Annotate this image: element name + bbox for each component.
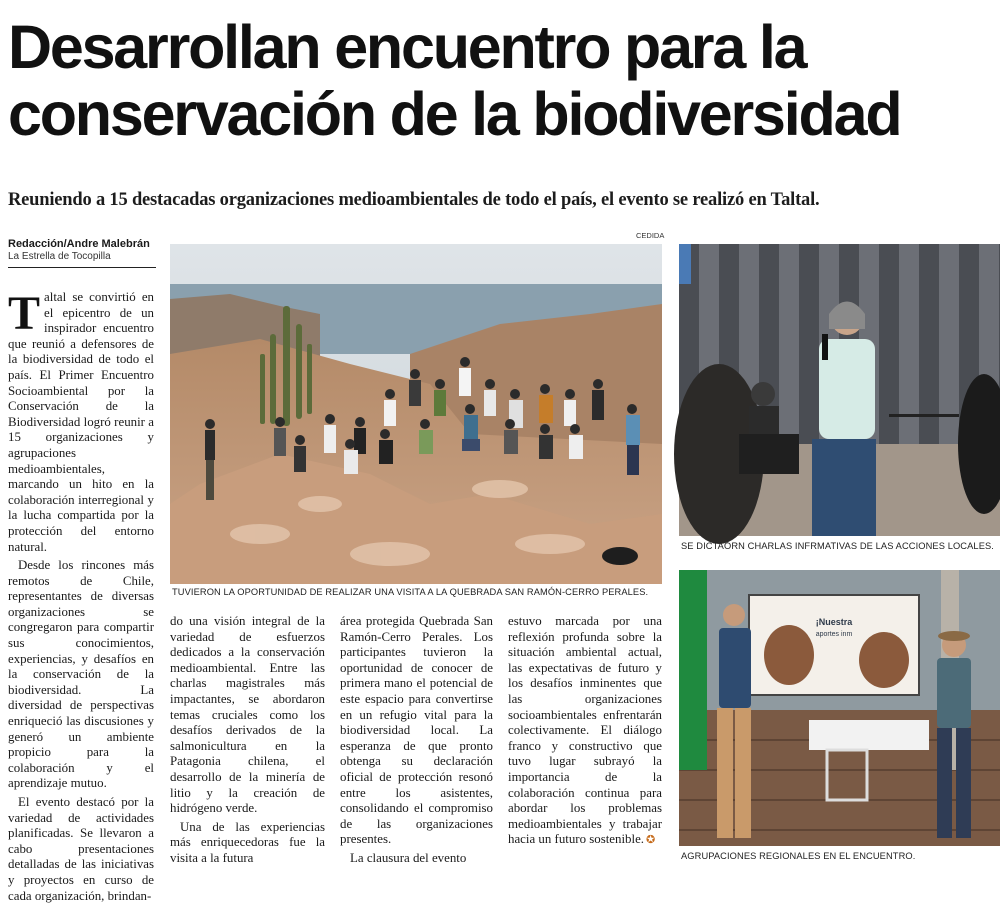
banner-line-2: aportes inm [815, 631, 853, 638]
article-column-3 [340, 614, 493, 870]
drop-cap: T [8, 287, 41, 340]
paragraph-text: altal se convirtió en el epicentro de un inspirador encuentro que reunió a defensores de la biodiversidad de todo el país. El Primer Encuentro Socioambiental por la Conservación de la Biodiversidad logró reunir a 15 organizaciones y agrupaciones medioambientales, marcando un hito en la colaboración interregional y la lucha compartida por la protección del entorno natural. [8, 290, 154, 554]
organizations-photo [679, 570, 1000, 846]
headline [8, 14, 998, 148]
microphone-icon [822, 334, 828, 360]
paragraph [508, 614, 662, 849]
paragraph [8, 287, 154, 555]
banner-line-1: ¡Nuestra [815, 617, 853, 627]
headline-line-1: Desarrollan encuentro para la [8, 13, 806, 81]
paragraph: Desde los rincones más remotos de Chile, representantes de diversas organizaciones se congregaron para compartir sus conocimientos, experiencias, y desafíos en la conservación de la biodiversidad. La diversidad de perspectivas enriqueció las discusiones y generó un ambiente propicio para la colaboración y el aprendizaje mutuo. [8, 558, 154, 791]
main-photo-caption: TUVIERON LA OPORTUNIDAD DE REALIZAR UNA VISITA A LA QUEBRADA SAN RAMÓN-CERRO PERALES. [172, 587, 649, 597]
end-mark-icon: ✪ [646, 834, 656, 847]
article-column-2 [170, 614, 325, 870]
organizations-photo-illustration [679, 570, 1000, 846]
speaker-photo-illustration [679, 244, 1000, 536]
byline-publication: La Estrella de Tocopilla [8, 251, 111, 262]
paragraph: El evento destacó por la variedad de actividades planificadas. Se llevaron a cabo presentaciones detalladas de las iniciativas y proyectos en curso de cada organización, brindan- [8, 795, 154, 903]
speaker-photo [679, 244, 1000, 536]
article-column-1 [8, 287, 154, 907]
group-photo-illustration [170, 244, 662, 584]
group-photo-quebrada [170, 244, 662, 584]
paragraph: do una visión integral de la variedad de esfuerzos dedicados a la conservación medioambiental. Entre las charlas magistrales más impactantes, se abordaron temas cruciales como los desafíos derivados de la salmonicultura en la Patagonia chilena, el desarrollo de la minería de litio y la creación de hidrógeno verde. [170, 614, 325, 816]
byline [8, 238, 156, 268]
article-column-4 [508, 614, 662, 852]
byline-rule [8, 267, 156, 268]
paragraph: La clausura del evento [350, 850, 467, 865]
paragraph: Una de las experiencias más enriquecedoras fue la visita a la futura [170, 819, 325, 865]
organizations-photo-caption: AGRUPACIONES REGIONALES EN EL ENCUENTRO. [681, 851, 916, 861]
paragraph: área protegida Quebrada San Ramón-Cerro Perales. Los participantes tuvieron la oportunidad de conocer de primera mano el potencial de este espacio para convertirse en un refugio vital para la biodiversidad local. La esperanza de que pronto obtenga su declaración oficial de protección resonó entre los asistentes, consolidando el compromiso de las organizaciones presentes. [340, 614, 493, 847]
photo-credit: CEDIDA [636, 231, 665, 240]
cap-on-ground [602, 547, 638, 565]
byline-author: Redacción/Andre Malebrán [8, 238, 150, 250]
speaker-photo-caption: SE DICTAORN CHARLAS INFRMATIVAS DE LAS ACCIONES LOCALES. [681, 541, 994, 551]
subheadline: Reuniendo a 15 destacadas organizaciones medioambientales de todo el país, el evento se realizó en Taltal. [8, 190, 820, 210]
headline-line-2: conservación de la biodiversidad [8, 80, 901, 148]
paragraph-text: estuvo marcada por una reflexión profunda sobre la situación ambiental actual, las expectativas de futuro y los desafíos inminentes que las organizaciones socioambientales enfrentarán colectivamente. El diálogo franco y constructivo que tuvo lugar subrayó la importancia de la colaboración continua para abordar los problemas medioambientales y trabajar hacia un futuro sostenible. [508, 614, 662, 847]
